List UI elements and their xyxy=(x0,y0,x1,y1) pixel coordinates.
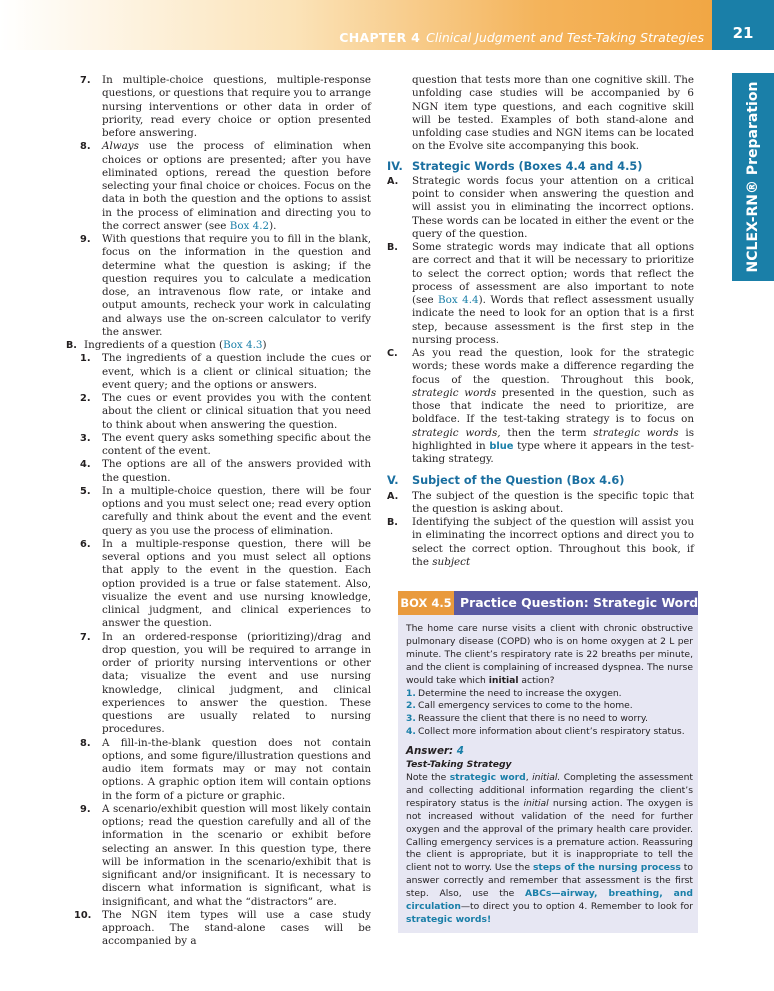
page-number xyxy=(712,0,774,50)
outline-italic: strategic words xyxy=(412,386,497,399)
item-text: In a multiple-choice question, there will be four options and you must select one; read every option carefully and think about the event and the event query as you use the process of elimination. xyxy=(102,484,371,537)
section-number: V. xyxy=(387,474,399,488)
strategy-part: nursing action. The oxygen is not increased without validation of the need for further oxygen and the approval of the primary health care provider. Calling emergency services is a premature action. Reassuring the client is appropriate, but it is inappropriate to tell the client not to worry. Use the xyxy=(406,797,694,874)
item-text: The NGN item types will use a case study approach. The stand-alone cases will be accompanied by a xyxy=(102,908,371,948)
outline-item xyxy=(387,241,694,347)
strategy-part: to answer correctly and remember that assessment is the first step. Also, use the xyxy=(406,862,693,900)
outline-text: is highlighted in xyxy=(412,426,695,452)
box-reference-link[interactable]: Box 4.2 xyxy=(229,219,270,232)
outline-text: Ingredients of a question ( xyxy=(84,339,224,351)
section-title: Strategic Words (Boxes 4.4 and 4.5) xyxy=(412,159,643,173)
outline-label: A. xyxy=(387,490,399,502)
outline-text: Identifying the subject of the question will assist you in eliminating the incorrect options and direct you to select the correct option. Throughout this book, if the xyxy=(412,516,694,568)
option-text: Reassure the client that there is no need to worry. xyxy=(418,713,648,725)
list-item xyxy=(66,233,371,339)
item-text: A scenario/exhibit question will most likely contain options; read the question carefully and all of the information in the scenario or exhibit before selecting an answer. In this question type, there will be information in the scenario/exhibit that is significant and/or insignificant. It is necessary to discern what information is significant, what is insignificant, and what the “distractors” are. xyxy=(102,802,371,908)
answer-value: 4 xyxy=(456,745,464,758)
item-number: 6. xyxy=(80,538,91,550)
option-number: 4. xyxy=(406,726,416,738)
blue-word: blue xyxy=(489,440,514,452)
box-body xyxy=(406,623,693,927)
outline-text: Strategic words focus your attention on a critical point to consider when answering the question and will assist you in eliminating the incorrect options. These words can be located in either the event or the query of the question. xyxy=(412,174,694,240)
strategy-label: Test-Taking Strategy xyxy=(406,759,512,771)
outline-text: The subject of the question is the specific topic that the question is asking about. xyxy=(412,489,694,515)
chapter-title: Clinical Judgment and Test-Taking Strategies xyxy=(426,30,704,45)
answer-label: Answer: xyxy=(406,745,457,758)
question-strategic-word: initial xyxy=(488,674,519,686)
outline-item-b xyxy=(66,339,371,352)
strategy-highlight: steps of the nursing process xyxy=(532,862,681,874)
section-number: IV. xyxy=(387,159,403,173)
page-header xyxy=(0,0,774,50)
left-column xyxy=(66,74,371,949)
chapter-label: CHAPTER 4 xyxy=(339,30,421,45)
item-text: use the process of elimination when choices or options are presented; after you have eliminated options, reread the question before selecting your final choice or choices. Focus on the data in both the question and the options to assist in the process of elimination and directing you to the correct answer (see xyxy=(102,140,371,232)
outline-item xyxy=(387,347,694,466)
item-emphasis: Always xyxy=(102,140,139,153)
question-text-end: action? xyxy=(518,674,555,686)
item-number: 10. xyxy=(74,909,92,921)
answer-line xyxy=(406,745,693,758)
option-text: Determine the need to increase the oxygen. xyxy=(418,687,622,699)
strategy-highlight: strategic word xyxy=(449,771,526,783)
question-text: The home care nurse visits a client with chronic obstructive pulmonary disease (COPD) who is on home oxygen at 2 L per minute. The client’s respiratory rate is 22 breaths per minute, and the client is complaining of increased dyspnea. The nurse would take which xyxy=(406,623,693,686)
outline-item xyxy=(387,175,694,241)
outline-label: B. xyxy=(387,517,398,528)
section-title: Subject of the Question (Box 4.6) xyxy=(412,474,625,488)
side-tab xyxy=(732,73,774,281)
option-number: 3. xyxy=(406,713,416,725)
item-text: The ingredients of a question include the cues or event, which is a client or clinical situation; the event query; and the options or answers. xyxy=(102,352,371,391)
option-text: Collect more information about client’s respiratory status. xyxy=(418,726,685,738)
item-text-end: ). xyxy=(269,219,277,232)
outline-label: A. xyxy=(387,175,399,187)
item-text: In an ordered-response (prioritizing)/drag and drop question, you will be required to arrange in order of priority nursing interventions or other data; visualize the event and use nursing knowledge, clinical judgment, and clinical experiences to answer the question. These questions are usually related to nursing procedures. xyxy=(102,630,371,736)
strategy-highlight: ABCs—airway, breathing, and circulation xyxy=(406,888,693,913)
list-item xyxy=(66,458,371,485)
section-heading-iv xyxy=(387,160,694,173)
outline-italic: strategic words, xyxy=(412,426,501,439)
box-reference-link[interactable]: Box 4.3 xyxy=(223,339,263,351)
outline-label: B. xyxy=(66,340,77,351)
practice-question-box xyxy=(398,591,706,933)
list-item xyxy=(66,909,371,949)
list-item xyxy=(66,538,371,631)
item-number: 5. xyxy=(80,485,91,497)
option-text: Call emergency services to come to the home. xyxy=(418,700,633,712)
box-reference-link[interactable]: Box 4.4 xyxy=(438,294,479,306)
item-number: 4. xyxy=(80,459,91,471)
outline-label: C. xyxy=(387,348,398,359)
strategy-part: , xyxy=(525,771,533,783)
strategy-part: Completing the assessment and collecting additional information regarding the client’s respiratory status is the xyxy=(406,771,693,809)
outline-text: presented in the question, such as those that indicate the need to prioritize, are boldface. If the test-taking strategy is to focus on xyxy=(412,386,694,426)
outline-italic: subject xyxy=(432,555,471,568)
list-item xyxy=(66,737,371,803)
page-number-text: 21 xyxy=(732,24,754,42)
list-item xyxy=(66,392,371,432)
outline-item xyxy=(387,490,694,517)
item-number: 7. xyxy=(80,631,91,643)
item-number: 1. xyxy=(80,353,91,365)
question-stem xyxy=(406,623,693,688)
item-text: With questions that require you to fill in the blank, focus on the information in the question and determine what the question is asking; if the question requires you to calculate a medication dose, an intravenous flow rate, or intake and output amounts, recheck your work in calculating and always use the on-screen calculator to verify the answer. xyxy=(102,233,371,338)
item-number: 9. xyxy=(80,234,91,245)
box-header xyxy=(398,591,706,615)
side-tab-label: NCLEX-RN® Preparation xyxy=(745,81,761,273)
strategy-part: Note the xyxy=(406,771,450,783)
item-text: In multiple-choice questions, multiple-response questions, or questions that require you to arrange nursing interventions or other data in order of priority, read every choice or option presented before answering. xyxy=(102,74,371,139)
option-number: 2. xyxy=(406,700,416,712)
strategy-italic: initial xyxy=(523,797,549,809)
outline-item xyxy=(387,516,694,569)
item-text: In a multiple-response question, there will be several options and you must select all options that apply to the event in the question. Each option provided is a true or false statement. Also, visualize the event and use nursing knowledge, clinical judgment, and clinical experiences to answer the question. xyxy=(102,537,371,630)
right-column xyxy=(387,74,694,569)
outline-text: As you read the question, look for the strategic words; these words make a difference regarding the focus of the question. Throughout this book, xyxy=(412,347,694,386)
strategy-highlight: strategic words! xyxy=(406,913,492,925)
running-head xyxy=(339,30,704,45)
answer-option xyxy=(406,726,693,739)
list-item xyxy=(66,803,371,909)
option-number: 1. xyxy=(406,687,416,699)
outline-text-end: ) xyxy=(262,339,267,351)
box-title: Practice Question: Strategic Words xyxy=(460,595,706,610)
item-text: The cues or event provides you with the content about the client or clinical situation that you need to think about when answering the question. xyxy=(102,392,371,431)
item-text: A fill-in-the-blank question does not contain options, and some figure/illustration questions and audio item formats may or may not contain options. A graphic option item will contain options in the form of a picture or graphic. xyxy=(102,736,371,802)
item-number: 8. xyxy=(80,737,91,749)
list-item xyxy=(66,432,371,459)
list-item xyxy=(66,631,371,737)
strategy-text xyxy=(406,772,693,927)
continuation-text xyxy=(387,74,694,154)
answer-option xyxy=(406,700,693,713)
item-number: 8. xyxy=(80,141,91,153)
list-item xyxy=(66,74,371,140)
item-number: 3. xyxy=(80,432,91,444)
list-item xyxy=(66,352,371,392)
outline-text: type where it appears in the test-taking strategy. xyxy=(412,439,694,465)
continuation-body: question that tests more than one cognitive skill. The unfolding case studies will be accompanied by 6 NGN item type questions, and each cognitive skill will be tested. Examples of both stand-alone and unfolding case studies and NGN items can be located on the Evolve site accompanying this book. xyxy=(412,74,694,153)
list-item xyxy=(66,485,371,538)
answer-option xyxy=(406,713,693,726)
answer-option xyxy=(406,688,693,701)
section-heading-v xyxy=(387,474,694,487)
item-text: The options are all of the answers provided with the question. xyxy=(102,458,371,484)
outline-text: Some strategic words may indicate that all options are correct and that it will be necessary to prioritize to select the correct option; words that reflect the process of assessment are also important to note (see xyxy=(412,241,694,306)
outline-text: then the term xyxy=(500,426,594,439)
strategy-italic: initial. xyxy=(532,771,561,783)
item-number: 7. xyxy=(80,75,91,86)
box-tag: BOX 4.5 xyxy=(398,591,454,615)
item-number: 9. xyxy=(80,803,91,815)
strategy-part: —to direct you to option 4. Remember to look for xyxy=(460,901,693,913)
outline-label: B. xyxy=(387,242,398,253)
item-number: 2. xyxy=(80,393,91,404)
outline-text-end: ). Words that reflect assessment usually indicate the need to look for an option that is a first step, because assessment is the first step in the nursing process. xyxy=(412,294,694,346)
outline-italic: strategic words xyxy=(593,426,679,439)
list-item xyxy=(66,140,371,233)
item-text: The event query asks something specific about the content of the event. xyxy=(102,431,371,457)
